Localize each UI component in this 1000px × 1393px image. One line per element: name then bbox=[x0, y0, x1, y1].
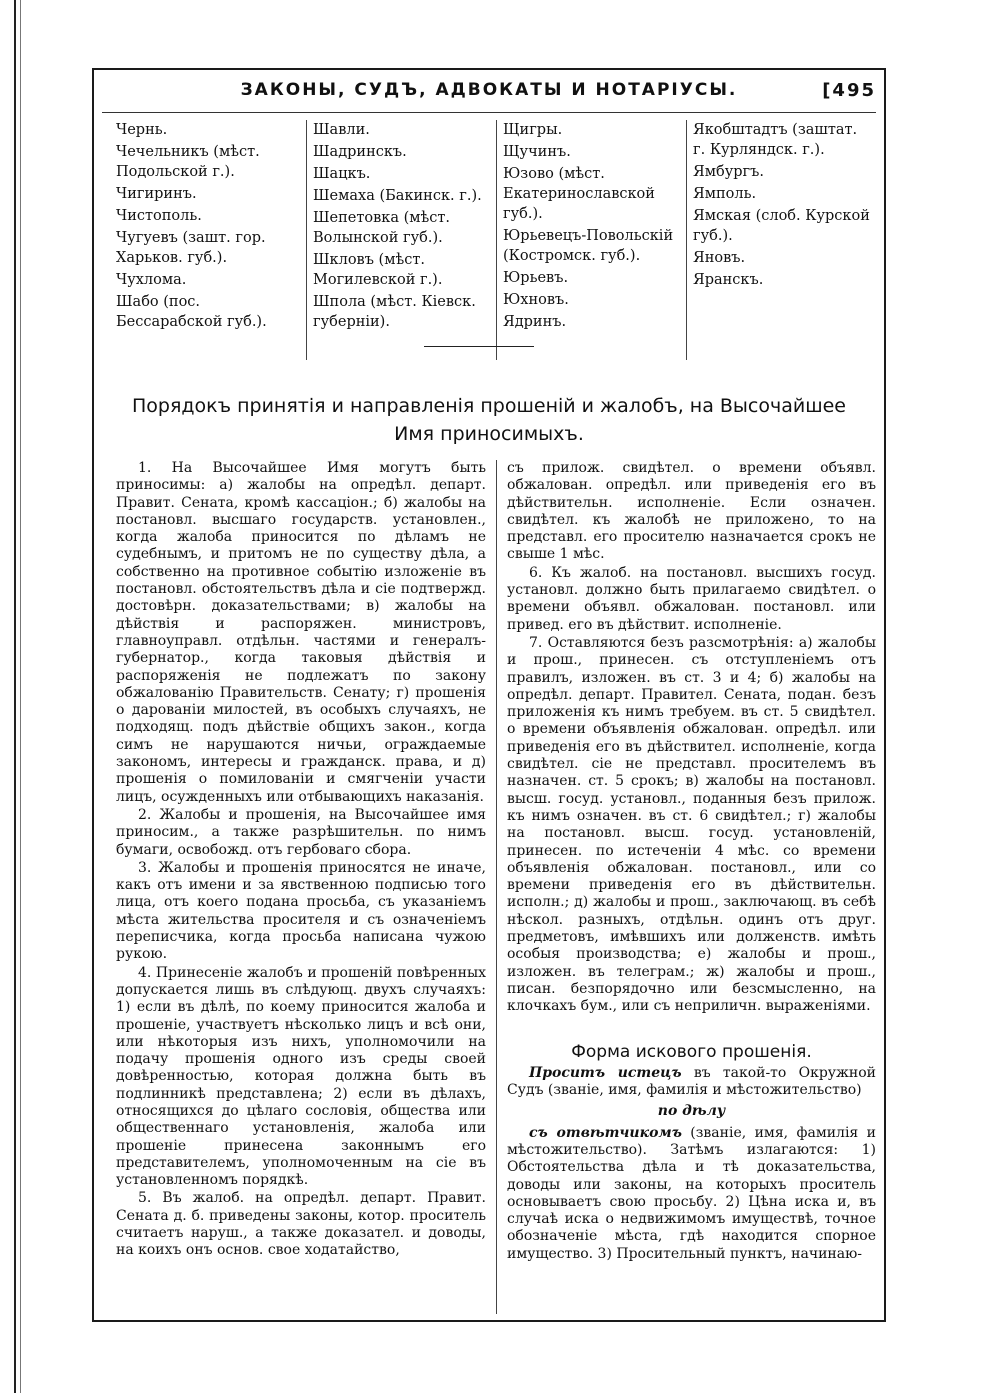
list-item: Чистополь. bbox=[116, 208, 202, 224]
section-title-line-1: Порядокъ принятія и направленія прошеній и жалобъ, на Высочайшее bbox=[132, 395, 846, 417]
list-item: Ямбургъ. bbox=[693, 164, 764, 180]
form-paragraph-1 bbox=[507, 1065, 876, 1100]
list-item: Чигиринъ. bbox=[116, 186, 197, 202]
form-defendant-label: съ отвѣтчикомъ bbox=[529, 1124, 682, 1141]
paragraph-4: 4. Принесеніе жалобъ и прошеній повѣренных допускается лишь въ слѣдующ. двухъ случаяхъ: 1) если въ дѣлѣ, по коему приносится жалоба и прошеніе, участвуетъ нѣсколько лицъ и всѣ они, или нѣкоторыя изъ нихъ, уполномочили на подачу прошенія одного изъ среды своей довѣренностью, которая должна быть въ подлинникѣ представлена; 2) если въ дѣлахъ, относящихся до цѣлаго сословія, общества или общественнаго установленія, жалоба или прошеніе принесена законнымъ его представителемъ, уполномоченным на сіе въ установленномъ порядкѣ. bbox=[116, 964, 486, 1189]
paragraph-1: 1. На Высочайшее Имя могутъ быть приносимы: а) жалобы на опредѣл. департ. Правит. Сената, кромѣ кассаціон.; б) жалобы на постановл. высшаго государств. установлен., когда жалоба приносится по дѣламъ не судебнымъ, и притомъ не по существу дѣла, а собственно на противное событію изложеніе въ постановл. обстоятельствъ дѣла и сіе подтвержд. достовѣрн. доказательствами; в) жалобы на дѣйствія и распоряжен. министровъ, главноуправл. отдѣльн. частями и генералъ-губернатор., когда таковыя дѣйствія и распоряженія не подлежатъ по закону обжалованію Правительств. Сенату; г) прошенія о дарованіи милостей, въ особыхъ случаяхъ, не подходящ. подъ дѣйствіе общихъ закон., когда симъ не нарушаются ничьи, ограждаемые закономъ, интересы и гражданск. права, и д) прошенія о помилованіи и смягченіи участи лицъ, осужденныхъ или отбывающихъ наказанія. bbox=[116, 460, 486, 805]
list-item: Шепетовка (мѣст. Волынской губ.). bbox=[313, 210, 451, 246]
form-plaintiff-label: Проситъ истецъ bbox=[529, 1064, 682, 1081]
page-frame bbox=[92, 68, 886, 1322]
town-column-1 bbox=[116, 120, 306, 360]
list-item: Ямполь. bbox=[693, 186, 757, 202]
form-paragraph-2 bbox=[507, 1125, 876, 1263]
list-item: Чугуевъ (зашт. гор. Харьков. губ.). bbox=[116, 230, 266, 266]
list-item: Чухлома. bbox=[116, 272, 187, 288]
list-item: Шавли. bbox=[313, 122, 370, 138]
town-column-4 bbox=[686, 120, 876, 360]
list-item: Ядринъ. bbox=[503, 314, 567, 330]
section-title bbox=[94, 392, 884, 448]
header-rule bbox=[102, 112, 876, 113]
list-item: Шкловъ (мѣст. Могилевской г.). bbox=[313, 252, 443, 288]
list-item: Чернь. bbox=[116, 122, 168, 138]
page-edge-line bbox=[20, 0, 21, 1393]
paragraph-5: 5. Въ жалоб. на опредѣл. департ. Правит. Сената д. б. приведены законы, котор. проситель считаетъ наруш., а также доказател. и доводы, на коихъ онъ основ. свое ходатайство, bbox=[116, 1190, 486, 1259]
list-item: Юзово (мѣст. Екатеринославской губ.). bbox=[503, 166, 655, 222]
list-item: Юхновъ. bbox=[503, 292, 569, 308]
list-item: Чечельникъ (мѣст. Подольской г.). bbox=[116, 144, 260, 180]
paragraph-2: 2. Жалобы и прошенія, на Высочайшее имя приносим., а также разрѣшительн. по нимъ бумаги, освобожд. отъ гербоваго сбора. bbox=[116, 806, 486, 858]
list-item: Щучинъ. bbox=[503, 144, 571, 160]
list-item: Ямская (слоб. Курской губ.). bbox=[693, 208, 870, 244]
paragraph-7: 7. Оставляются безъ разсмотрѣнія: а) жалобы и прош., принесен. съ отступленіемъ отъ правилъ, изложен. въ ст. 3 и 4; б) жалобы на опредѣл. департ. Правител. Сената, подан. безъ приложенія къ нимъ требуем. въ ст. 5 свидѣтел. о времени объявленія обжалован. опредѣл. или приведенія его въ дѣйствител. исполненіе, когда свидѣтел. сіе не представл. просителемъ въ назначен. ст. 5 срокъ; в) жалобы на постановл. высш. госуд. установл., поданныя безъ прилож. къ нимъ означен. въ ст. 6 свидѣтел.; г) жалобы на постановл. высш. госуд. установленій, принесен. по истеченіи 4 мѣс. со времени объявленія обжалован. постановл., или со времени приведенія его въ дѣйствительн. исполн.; д) жалобы и прош., заключающ. въ себѣ нѣскол. разныхъ, отдѣльн. одинъ отъ друг. предметовъ, имѣвшихъ или долженств. имѣть особыя производства; е) жалобы и прош., изложен. въ телеграм.; ж) жалобы и прош., писан. безпорядочно или безсмысленно, на клочкахъ бум., или съ неприличн. выраженіями. bbox=[507, 634, 876, 1015]
form-case-label: по дѣлу bbox=[657, 1103, 726, 1120]
form-title: Форма искового прошенія. bbox=[571, 1041, 812, 1062]
header-title: ЗАКОНЫ, СУДЪ, АДВОКАТЫ И НОТАРІУСЫ. bbox=[240, 80, 738, 100]
list-item: Шемаха (Бакинск. г.). bbox=[313, 188, 482, 204]
form-plaintiff-text: въ такой-то Окружной Судъ (званіе, имя, фамилія и мѣстожительство) bbox=[507, 1064, 876, 1099]
list-item: Щигры. bbox=[503, 122, 563, 138]
list-item: Яновъ. bbox=[693, 250, 746, 266]
article-body bbox=[116, 460, 876, 1314]
list-item: Шадринскъ. bbox=[313, 144, 407, 160]
list-item: Шацкъ. bbox=[313, 166, 371, 182]
section-title-line-2: Имя приносимыхъ. bbox=[394, 423, 584, 445]
right-column bbox=[496, 460, 876, 1314]
town-column-2 bbox=[306, 120, 496, 360]
list-item: Шабо (пос. Бессарабской губ.). bbox=[116, 294, 267, 330]
list-item: Юрьевецъ-Повольскій (Костромск. губ.). bbox=[503, 228, 674, 264]
paragraph-5-continued: съ прилож. свидѣтел. о времени объявл. обжалован. опредѣл. или приведенія его въ дѣйствительн. исполненіе. Если означен. свидѣтел. къ жалобѣ не приложено, то на представл. его просителю назначается срокъ не свыше 1 мѣс. bbox=[507, 460, 876, 563]
section-divider bbox=[424, 346, 534, 347]
town-column-3 bbox=[496, 120, 686, 360]
list-item: Якобштадтъ (заштат. г. Курляндск. г.). bbox=[693, 122, 858, 158]
form-defendant-text: (званіе, имя, фамилія и мѣстожительство). Затѣмъ излагаются: 1) Обстоятельства дѣла и тѣ доказательства, доводы или законы, на которыхъ проситель основываетъ свою просьбу. 2) Цѣна иска и, въ случаѣ иска о недвижимомъ имуществѣ, точное обозначеніе мѣста, гдѣ находится спорное имущество. 3) Просительный пунктъ, начинаю- bbox=[507, 1124, 876, 1262]
list-item: Юрьевъ. bbox=[503, 270, 569, 286]
page-edge-line bbox=[14, 0, 16, 1393]
list-item: Яранскъ. bbox=[693, 272, 764, 288]
paragraph-6: 6. Къ жалоб. на постановл. высшихъ госуд. установл. должно быть прилагаемо свидѣтел. о времени объявл. обжалован. постановл. или привед. его въ дѣйствит. исполненіе. bbox=[507, 564, 876, 633]
list-item: Шпола (мѣст. Кіевск. губерніи). bbox=[313, 294, 476, 330]
left-column bbox=[116, 460, 496, 1314]
running-header bbox=[94, 80, 884, 110]
paragraph-3: 3. Жалобы и прошенія приносятся не иначе, какъ отъ имени и за явственною подписью того лица, отъ коего подана просьба, съ указаніемъ мѣста жительства просителя и съ означеніемъ переписчика, когда просьба написана чужою рукою. bbox=[116, 859, 486, 963]
page-number: [495 bbox=[822, 80, 876, 101]
town-list bbox=[116, 120, 876, 360]
